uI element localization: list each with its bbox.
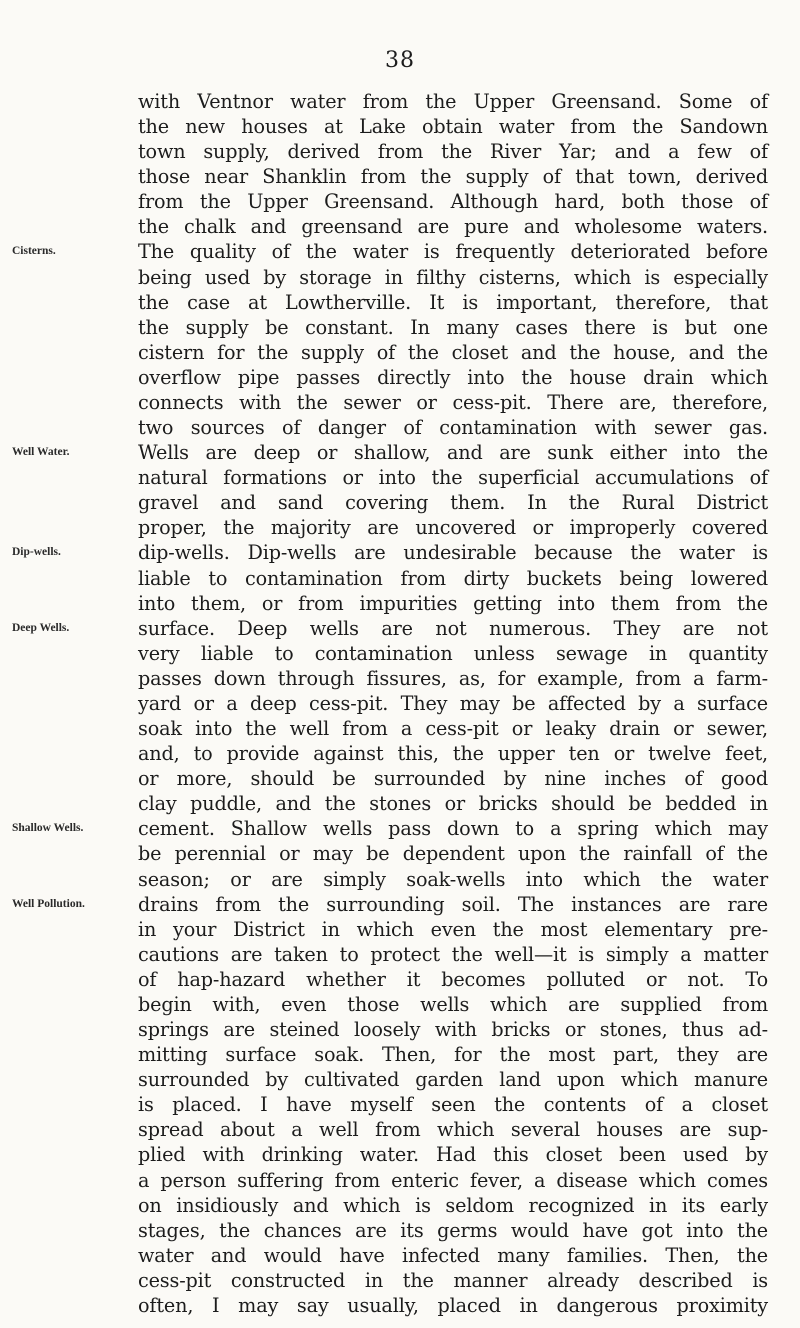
margin-note-cisterns: Cisterns. xyxy=(12,245,56,258)
text-line: overflow pipe passes directly into the house drain which xyxy=(138,365,768,389)
text-line: spread about a well from which several houses are sup- xyxy=(138,1118,768,1142)
text-line: plied with drinking water. Had this closet been used by xyxy=(138,1143,768,1167)
text-line: season; or are simply soak-wells into which the water xyxy=(138,867,768,891)
text-line: the new houses at Lake obtain water from the Sandown xyxy=(138,115,768,139)
margin-note-dip-wells: Dip-wells. xyxy=(12,546,61,559)
margin-note-deep-wells: Deep Wells. xyxy=(12,621,70,634)
text-line: very liable to contamination unless sewage in quantity xyxy=(138,641,768,665)
text-line: be perennial or may be dependent upon the rainfall of the xyxy=(138,842,768,866)
text-line: The quality of the water is frequently deteriorated before xyxy=(138,240,768,264)
text-line: soak into the well from a cess-pit or leaky drain or sewer, xyxy=(138,717,768,741)
text-line: stages, the chances are its germs would have got into the xyxy=(138,1218,768,1242)
text-line: is placed. I have myself seen the contents of a closet xyxy=(138,1093,768,1117)
text-line: two sources of danger of contamination with sewer gas. xyxy=(138,416,768,440)
text-line: town supply, derived from the River Yar; and a few of xyxy=(138,140,768,164)
text-line: often, I may say usually, placed in dangerous proximity xyxy=(138,1293,768,1317)
text-line: surface. Deep wells are not numerous. They are not xyxy=(138,616,768,640)
text-line: drains from the surrounding soil. The instances are rare xyxy=(138,892,768,916)
text-line: in your District in which even the most elementary pre- xyxy=(138,917,768,941)
text-line: natural formations or into the superficial accumulations of xyxy=(138,466,768,490)
text-line: a person suffering from enteric fever, a disease which comes xyxy=(138,1168,768,1192)
text-line: clay puddle, and the stones or bricks should be bedded in xyxy=(138,792,768,816)
text-line: Wells are deep or shallow, and are sunk either into the xyxy=(138,441,768,465)
text-line: with Ventnor water from the Upper Greensand. Some of xyxy=(138,90,768,113)
margin-note-well-water: Well Water. xyxy=(12,446,70,459)
page-number: 38 xyxy=(385,48,415,73)
text-line: those near Shanklin from the supply of that town, derived xyxy=(138,165,768,189)
text-line: dip-wells. Dip-wells are undesirable because the water is xyxy=(138,541,768,565)
text-line: springs are steined loosely with bricks or stones, thus ad- xyxy=(138,1018,768,1042)
text-line: yard or a deep cess-pit. They may be affected by a surface xyxy=(138,691,768,715)
text-line: on insidiously and which is seldom recognized in its early xyxy=(138,1193,768,1217)
text-line: of hap-hazard whether it becomes polluted or not. To xyxy=(138,967,768,991)
text-line: cautions are taken to protect the well—it is simply a matter xyxy=(138,942,768,966)
text-line: water and would have infected many families. Then, the xyxy=(138,1243,768,1267)
text-line: connects with the sewer or cess-pit. There are, therefore, xyxy=(138,390,768,414)
text-line: the chalk and greensand are pure and wholesome waters. xyxy=(138,215,768,239)
text-line: being used by storage in filthy cisterns, which is especially xyxy=(138,265,768,289)
text-line: the supply be constant. In many cases there is but one xyxy=(138,315,768,339)
text-line: mitting surface soak. Then, for the most part, they are xyxy=(138,1043,768,1067)
text-line: begin with, even those wells which are supplied from xyxy=(138,992,768,1016)
text-line: from the Upper Greensand. Although hard, both those of xyxy=(138,190,768,214)
text-line: cistern for the supply of the closet and the house, and the xyxy=(138,340,768,364)
text-line: and, to provide against this, the upper ten or twelve feet, xyxy=(138,742,768,766)
text-line: or more, should be surrounded by nine inches of good xyxy=(138,767,768,791)
text-line: liable to contamination from dirty buckets being lowered xyxy=(138,566,768,590)
margin-note-well-pollution: Well Pollution. xyxy=(12,897,85,910)
text-line: into them, or from impurities getting into them from the xyxy=(138,591,768,615)
text-line: gravel and sand covering them. In the Rural District xyxy=(138,491,768,515)
text-line: passes down through fissures, as, for example, from a farm- xyxy=(138,666,768,690)
text-line: cement. Shallow wells pass down to a spring which may xyxy=(138,817,768,841)
margin-note-shallow-wells: Shallow Wells. xyxy=(12,822,84,835)
text-line: proper, the majority are uncovered or improperly covered xyxy=(138,516,768,540)
text-line: cess-pit constructed in the manner already described is xyxy=(138,1268,768,1292)
text-line: surrounded by cultivated garden land upon which manure xyxy=(138,1068,768,1092)
text-line: the case at Lowtherville. It is important, therefore, that xyxy=(138,290,768,314)
